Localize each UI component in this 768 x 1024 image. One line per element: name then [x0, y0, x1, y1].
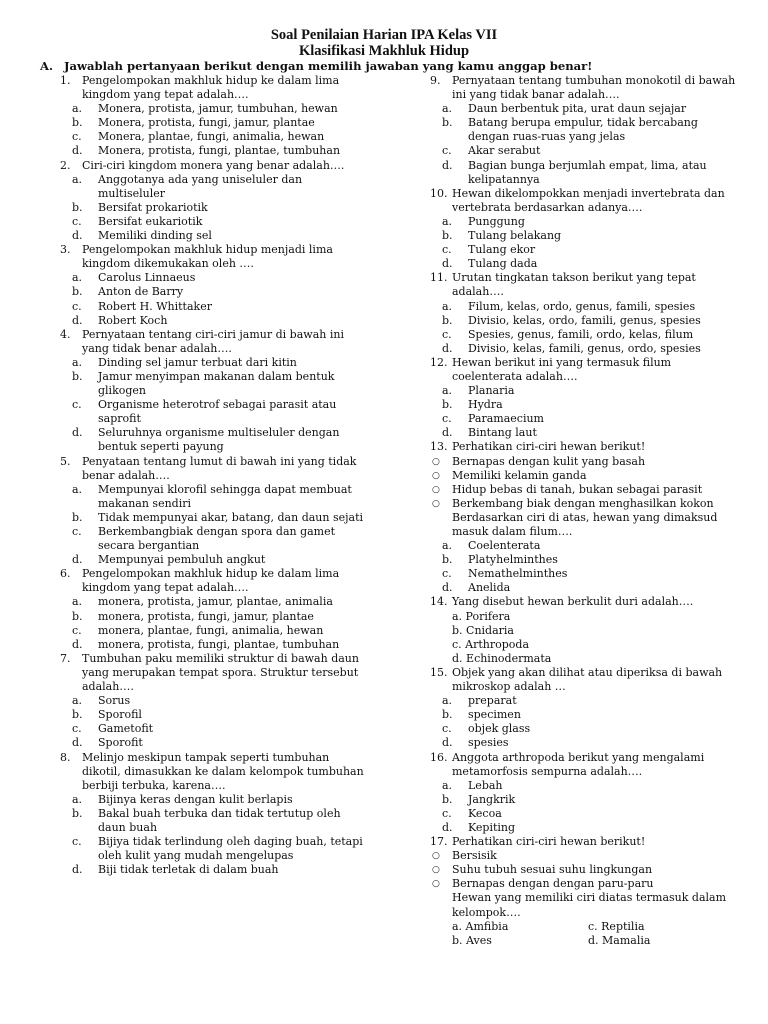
option-text: preparat [468, 694, 517, 708]
option-text: Bijinya keras dengan kulit berlapis [98, 792, 293, 806]
option-text: Organisme heterotrof sebagai parasit atau saprofit [98, 398, 337, 426]
option-text: Mempunyai klorofil sehingga dapat membuat makanan sendiri [98, 482, 352, 510]
instruction [40, 59, 592, 73]
answer-option[interactable] [430, 821, 736, 835]
answer-option[interactable] [60, 144, 370, 158]
option-text: Filum, kelas, ordo, genus, famili, spesies [468, 299, 696, 313]
option-text: Bersifat eukariotik [98, 214, 203, 228]
answer-option[interactable] [430, 567, 736, 581]
answer-option[interactable] [60, 694, 370, 708]
option-letter: c. [72, 214, 82, 228]
bullet-icon: ○ [432, 498, 440, 509]
question-number: 14. [430, 595, 448, 609]
answer-option[interactable] [430, 807, 736, 821]
answer-option[interactable] [60, 736, 370, 750]
answer-option[interactable] [430, 736, 736, 750]
answer-option[interactable] [60, 201, 370, 215]
option-letter: b. [72, 708, 83, 722]
bullet-item [430, 863, 736, 877]
answer-option[interactable] [430, 708, 736, 722]
answer-option[interactable] [430, 426, 736, 440]
question [430, 751, 736, 779]
option-letter: c. [442, 722, 452, 736]
answer-option[interactable]: d. Echinodermata [452, 651, 552, 665]
bullet-text: Memiliki kelamin ganda [452, 468, 587, 482]
option-text: Platyhelminthes [468, 553, 558, 567]
question-number: 16. [430, 750, 448, 764]
answer-option[interactable] [430, 159, 736, 187]
answer-option[interactable] [60, 426, 370, 454]
option-text: Jamur menyimpan makanan dalam bentuk glikogen [98, 369, 335, 398]
option-letter: d. [72, 229, 83, 243]
option-letter: d. [442, 736, 453, 750]
option-text: Robert Koch [98, 313, 168, 327]
option-text: Daun berbentuk pita, urat daun sejajar [468, 102, 687, 116]
option-text: Divisio, kelas, famili, genus, ordo, spesies [468, 341, 701, 355]
question-number: 5. [60, 454, 71, 468]
option-text: Hydra [468, 398, 503, 412]
option-text: monera, protista, fungi, jamur, plantae [98, 609, 314, 623]
answer-option[interactable] [430, 581, 736, 595]
option-letter: d. [72, 426, 83, 440]
question-number: 4. [60, 327, 71, 341]
option-letter: b. [442, 116, 453, 130]
option-letter: c. [442, 567, 452, 581]
option-text: Biji tidak terletak di dalam buah [98, 863, 279, 877]
option-letter: d. [72, 637, 83, 651]
option-text: Batang berupa empulur, tidak bercabang dengan ruas-ruas yang jelas [468, 116, 698, 144]
answer-option[interactable] [60, 314, 370, 328]
bullet-icon: ○ [432, 879, 440, 890]
option-letter: d. [72, 144, 83, 158]
answer-option[interactable] [60, 835, 370, 863]
answer-option[interactable] [60, 511, 370, 525]
option-text: monera, protista, fungi, plantae, tumbuhan [98, 637, 340, 651]
answer-option[interactable] [60, 356, 370, 370]
answer-option[interactable] [430, 314, 736, 328]
question [60, 159, 370, 173]
question-number: 8. [60, 750, 71, 764]
answer-option[interactable] [430, 694, 736, 708]
option-letter: a. [72, 355, 83, 369]
option-text: Spesies, genus, famili, ordo, kelas, filum [468, 327, 694, 341]
question-text: Tumbuhan paku memiliki struktur di bawah daun yang merupakan tempat spora. Struktur tersebut adalah…. [82, 651, 359, 694]
option-text: objek glass [468, 722, 531, 736]
option-text: Kecoa [468, 806, 502, 820]
answer-option[interactable]: c. Arthropoda [452, 637, 530, 651]
option-letter: d. [72, 863, 83, 877]
option-letter: c. [442, 412, 452, 426]
option-letter: a. [442, 778, 453, 792]
bullet-text: Hidup bebas di tanah, bukan sebagai parasit [452, 482, 703, 496]
answer-option[interactable] [60, 116, 370, 130]
answer-option[interactable] [430, 412, 736, 426]
question-text: Urutan tingkatan takson berikut yang tepat adalah…. [452, 271, 696, 299]
answer-option[interactable] [60, 102, 370, 116]
option-letter: a. [72, 102, 83, 116]
question-text: Pernyataan tentang tumbuhan monokotil di bawah ini yang tidak banar adalah…. [452, 74, 736, 102]
question [60, 74, 370, 102]
question-number: 3. [60, 243, 71, 257]
option-letter: b. [72, 285, 83, 299]
bullet-icon: ○ [432, 484, 440, 495]
bullet-icon: ○ [432, 470, 440, 481]
option-letter: a. [442, 102, 453, 116]
option-letter: d. [442, 426, 453, 440]
question-number: 6. [60, 567, 71, 581]
bullet-item [430, 455, 736, 469]
question [60, 652, 370, 694]
question [60, 455, 370, 483]
question [430, 666, 736, 694]
question-number: 15. [430, 665, 448, 679]
option-text: Memiliki dinding sel [98, 229, 212, 243]
answer-option[interactable]: a. Amfibia [452, 919, 509, 933]
answer-option[interactable] [430, 257, 736, 271]
option-text: Tulang dada [468, 257, 538, 271]
answer-option[interactable] [430, 300, 736, 314]
answer-option[interactable] [60, 285, 370, 299]
option-text: Anelida [468, 581, 511, 595]
answer-option[interactable] [60, 722, 370, 736]
option-text: Anton de Barry [98, 285, 184, 299]
option-letter: b. [72, 510, 83, 524]
question [430, 74, 736, 102]
option-text: Sporofil [98, 708, 142, 722]
option-text: Anggotanya ada yang uniseluler dan multiseluler [98, 172, 303, 200]
question-number: 13. [430, 440, 448, 454]
option-letter: a. [72, 271, 83, 285]
option-letter: a. [442, 299, 453, 313]
answer-option[interactable]: d. Mamalia [588, 933, 651, 947]
option-text: Planaria [468, 384, 515, 398]
option-letter: c. [442, 327, 452, 341]
bullet-item [430, 877, 736, 891]
question [430, 835, 736, 849]
question-number: 11. [430, 271, 448, 285]
option-text: Punggung [468, 214, 525, 228]
answer-option[interactable] [430, 144, 736, 158]
right-column [430, 74, 736, 948]
option-text: Monera, protista, jamur, tumbuhan, hewan [98, 102, 338, 116]
answer-option[interactable] [60, 807, 370, 835]
answer-option[interactable] [60, 863, 370, 877]
answer-option[interactable] [430, 384, 736, 398]
question-text: Penyataan tentang lumut di bawah ini yang tidak benar adalah…. [82, 454, 357, 482]
option-letter: b. [442, 229, 453, 243]
question-text: Hewan berikut ini yang termasuk filum coelenterata adalah…. [452, 355, 672, 383]
option-letter: a. [72, 172, 83, 186]
question [430, 187, 736, 215]
bullet-text: Bersisik [452, 849, 497, 863]
answer-option[interactable] [60, 370, 370, 398]
option-letter: a. [72, 595, 83, 609]
question [60, 328, 370, 356]
option-letter: b. [72, 806, 83, 820]
answer-option[interactable] [60, 398, 370, 426]
option-letter: c. [72, 525, 82, 538]
bullet-text: Berkembang biak dengan menghasilkan kokon [452, 496, 714, 510]
option-letter: c. [442, 806, 452, 820]
question-text: Perhatikan ciri-ciri hewan berikut! [452, 835, 646, 849]
bullet-item [430, 469, 736, 483]
answer-option[interactable] [60, 215, 370, 229]
question-text: Pengelompokan makhluk hidup ke dalam lima kingdom yang tepat adalah…. [82, 74, 340, 102]
option-letter: b. [442, 792, 453, 806]
option-letter: c. [72, 623, 82, 637]
option-letter: d. [442, 158, 453, 172]
option-letter: b. [72, 116, 83, 130]
answer-option[interactable] [60, 525, 370, 553]
question [60, 567, 370, 595]
option-text: Akar serabut [468, 144, 541, 158]
answer-option[interactable] [60, 229, 370, 243]
answer-option[interactable] [430, 553, 736, 567]
question-text: Ciri-ciri kingdom monera yang benar adalah…. [82, 158, 345, 172]
option-letter: a. [72, 694, 83, 708]
option-letter: a. [72, 482, 83, 496]
option-text: spesies [468, 736, 509, 750]
option-text: monera, plantae, fungi, animalia, hewan [98, 623, 324, 637]
answer-option[interactable] [430, 328, 736, 342]
option-letter: b. [72, 609, 83, 623]
question-note: Berdasarkan ciri di atas, hewan yang dimaksud masuk dalam filum…. [452, 510, 718, 538]
option-text: Bagian bunga berjumlah empat, lima, atau kelipatannya [468, 158, 707, 186]
bullet-text: Bernapas dengan dengan paru-paru [452, 877, 654, 891]
bullet-icon: ○ [432, 851, 440, 862]
option-text: Dinding sel jamur terbuat dari kitin [98, 355, 297, 369]
option-text: Seluruhnya organisme multiseluler dengan bentuk seperti payung [98, 426, 340, 454]
option-letter: b. [442, 398, 453, 412]
bullet-text: Bernapas dengan kulit yang basah [452, 454, 646, 468]
option-text: Tulang ekor [468, 243, 536, 257]
question [430, 271, 736, 299]
question [430, 356, 736, 384]
question-number: 17. [430, 835, 448, 849]
question-text: Perhatikan ciri-ciri hewan berikut! [452, 440, 646, 454]
answer-option[interactable] [430, 229, 736, 243]
answer-option[interactable] [430, 116, 736, 144]
question-text: Hewan dikelompokkan menjadi invertebrata dan vertebrata berdasarkan adanya…. [452, 186, 725, 214]
option-letter: c. [72, 398, 82, 412]
option-letter: d. [72, 553, 83, 567]
question-number: 7. [60, 651, 71, 665]
option-letter: d. [442, 820, 453, 834]
answer-option[interactable] [60, 271, 370, 285]
question-note: Hewan yang memiliki ciri diatas termasuk dalam kelompok…. [452, 891, 727, 919]
answer-option[interactable]: c. Reptilia [588, 919, 645, 933]
question-text: Yang disebut hewan berkulit duri adalah…. [452, 595, 694, 609]
answer-option[interactable] [60, 553, 370, 567]
option-text: Carolus Linnaeus [98, 271, 196, 285]
bullet-icon: ○ [432, 456, 440, 467]
answer-option-row [430, 934, 736, 948]
option-text: Monera, protista, fungi, plantae, tumbuhan [98, 144, 341, 158]
option-letter: d. [72, 736, 83, 750]
answer-option[interactable] [60, 624, 370, 638]
option-letter: c. [72, 722, 82, 736]
question-number: 10. [430, 186, 448, 200]
question [430, 440, 736, 454]
question-number: 12. [430, 355, 448, 369]
question [430, 595, 736, 609]
question-number: 1. [60, 74, 71, 87]
answer-option[interactable] [60, 483, 370, 511]
answer-option[interactable] [60, 793, 370, 807]
option-text: specimen [468, 708, 521, 722]
question-text: Pengelompokan makhluk hidup ke dalam lima kingdom yang tepat adalah…. [82, 567, 340, 595]
bullet-icon: ○ [432, 865, 440, 876]
bullet-item [430, 497, 736, 511]
option-letter: c. [442, 144, 452, 158]
question-text: Objek yang akan dilihat atau diperiksa di bawah mikroskop adalah … [452, 665, 723, 694]
worksheet-title: Soal Penilaian Harian IPA Kelas VII [270, 27, 498, 43]
question-text: Anggota arthropoda berikut yang mengalami metamorfosis sempurna adalah…. [452, 750, 705, 778]
option-text: Coelenterata [468, 539, 541, 553]
option-letter: b. [442, 313, 453, 327]
option-letter: d. [442, 341, 453, 355]
section-label: A. [40, 59, 54, 73]
question-text: Melinjo meskipun tampak seperti tumbuhan dikotil, dimasukkan ke dalam kelompok tumbuhan berbiji terbuka, karena…. [82, 750, 364, 792]
option-letter: d. [442, 257, 453, 271]
answer-option[interactable] [430, 722, 736, 736]
question-text: Pengelompokan makhluk hidup menjadi lima kingdom dikemukakan oleh …. [82, 243, 333, 271]
option-text: Robert H. Whittaker [98, 299, 212, 313]
answer-option[interactable] [60, 610, 370, 624]
option-text: Bakal buah terbuka dan tidak tertutup oleh daun buah [98, 806, 341, 834]
question-number: 2. [60, 158, 71, 172]
answer-option[interactable] [60, 595, 370, 609]
option-text: Sporofit [98, 736, 143, 750]
bullet-item [430, 849, 736, 863]
option-text: Tidak mempunyai akar, batang, dan daun sejati [98, 510, 364, 524]
answer-option[interactable] [60, 638, 370, 652]
option-letter: a. [72, 792, 83, 806]
answer-option[interactable] [430, 243, 736, 257]
answer-option[interactable] [430, 779, 736, 793]
answer-option[interactable] [60, 173, 370, 201]
option-letter: b. [72, 369, 83, 383]
option-letter: c. [72, 299, 82, 313]
option-text: Lebah [468, 778, 503, 792]
option-letter: a. [442, 384, 453, 398]
answer-option[interactable]: a. Porifera [452, 609, 511, 623]
answer-option-row [430, 920, 736, 934]
option-text: Kepiting [468, 820, 516, 834]
bullet-text: Suhu tubuh sesuai suhu lingkungan [452, 863, 653, 877]
answer-option[interactable] [430, 215, 736, 229]
option-letter: b. [442, 553, 453, 567]
option-text: Sorus [98, 694, 131, 708]
instruction-text: Jawablah pertanyaan berikut dengan memilih jawaban yang kamu anggap benar! [64, 59, 593, 73]
option-text: Jangkrik [468, 792, 516, 806]
option-text: Paramaecium [468, 412, 544, 426]
answer-option[interactable]: b. Aves [452, 933, 492, 947]
answer-option[interactable] [430, 793, 736, 807]
option-letter: d. [72, 313, 83, 327]
answer-option[interactable] [60, 130, 370, 144]
question [60, 751, 370, 793]
option-text: Monera, plantae, fungi, animalia, hewan [98, 130, 325, 144]
answer-option[interactable] [60, 708, 370, 722]
option-text: Bersifat prokariotik [98, 200, 208, 214]
option-text: Monera, protista, fungi, jamur, plantae [98, 116, 315, 130]
question-text: Pernyataan tentang ciri-ciri jamur di bawah ini yang tidak benar adalah…. [82, 327, 344, 355]
option-letter: d. [442, 581, 453, 595]
option-text: Bijiya tidak terlindung oleh daging buah, tetapi oleh kulit yang mudah mengelupas [98, 835, 363, 863]
answer-option[interactable]: b. Cnidaria [452, 623, 514, 637]
option-letter: a. [442, 214, 453, 228]
worksheet-subtitle: Klasifikasi Makhluk Hidup [298, 43, 470, 59]
option-letter: a. [442, 694, 453, 708]
option-text: monera, protista, jamur, plantae, animalia [98, 595, 333, 609]
option-text: Berkembangbiak dengan spora dan gamet secara bergantian [98, 525, 336, 553]
answer-option[interactable] [430, 539, 736, 553]
answer-option[interactable] [60, 300, 370, 314]
option-letter: b. [72, 200, 83, 214]
left-column [60, 74, 370, 877]
answer-option[interactable] [430, 102, 736, 116]
option-text: Bintang laut [468, 426, 537, 440]
option-text: Mempunyai pembuluh angkut [98, 553, 266, 567]
option-text: Divisio, kelas, ordo, famili, genus, spesies [468, 313, 701, 327]
option-text: Tulang belakang [468, 229, 562, 243]
question [60, 243, 370, 271]
option-letter: c. [72, 130, 82, 144]
option-text: Nemathelminthes [468, 567, 568, 581]
option-text: Gametofit [98, 722, 154, 736]
option-letter: b. [442, 708, 453, 722]
answer-option[interactable] [430, 342, 736, 356]
option-letter: c. [442, 243, 452, 257]
option-letter: a. [442, 539, 453, 553]
question-number: 9. [430, 74, 441, 87]
answer-option[interactable] [430, 398, 736, 412]
bullet-item [430, 483, 736, 497]
option-letter: c. [72, 835, 82, 849]
